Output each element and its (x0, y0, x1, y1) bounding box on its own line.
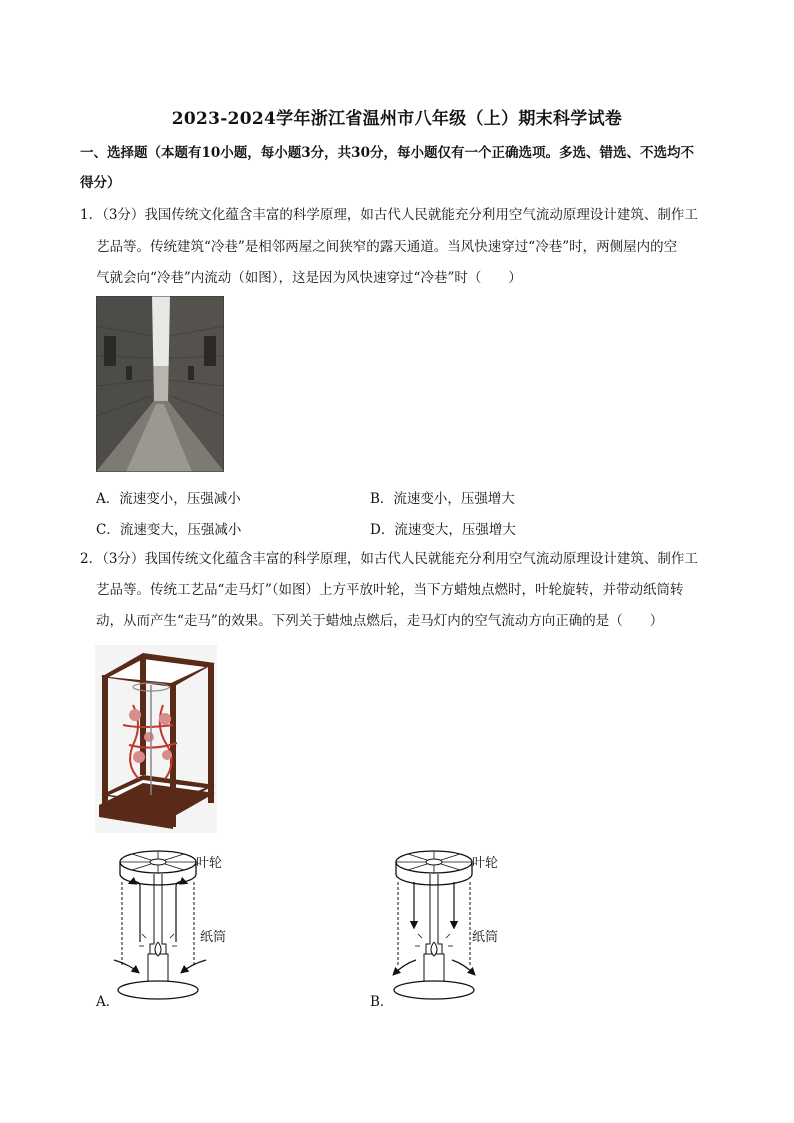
q2-text-line1: 2．（3分）我国传统文化蕴含丰富的科学原理，如古代人民就能充分利用空气流动原理设计建筑、制作工 (80, 551, 698, 567)
diagram-a-label-impeller: 叶轮 (196, 856, 223, 871)
q2-text-line2: 艺品等。传统工艺品“走马灯”（如图）上方平放叶轮，当下方蜡烛点燃时，叶轮旋转，并带动纸筒转 (96, 582, 684, 598)
lantern-photo (93, 645, 217, 833)
diagram-b-label-paper-tube: 纸筒 (472, 930, 499, 945)
q2-option-b: B． (370, 994, 394, 1010)
cold-alley-photo (96, 296, 224, 472)
diagram-a-label-paper-tube: 纸筒 (200, 930, 227, 945)
page-title: 2023-2024学年浙江省温州市八年级（上）期末科学试卷 (171, 109, 623, 129)
q1-option-b: B．流速变小，压强增大 (370, 491, 515, 507)
q1-option-d: D．流速变大，压强增大 (370, 522, 516, 538)
section-heading-line1: 一、选择题（本题有10小题，每小题3分，共30分，每小题仅有一个正确选项。多选、错选、不选均不 (80, 145, 694, 161)
q2-text-line3: 动，从而产生“走马”的效果。下列关于蜡烛点燃后，走马灯内的空气流动方向正确的是（ ） (96, 613, 664, 629)
q1-text-line2: 艺品等。传统建筑“冷巷”是相邻两屋之间狭窄的露天通道。当风快速穿过“冷巷”时，两侧屋内的空 (96, 239, 678, 255)
diagram-b-label-impeller: 叶轮 (472, 856, 499, 871)
q1-text-line1: 1．（3分）我国传统文化蕴含丰富的科学原理，如古代人民就能充分利用空气流动原理设计建筑、制作工 (80, 207, 698, 223)
q1-option-c: C．流速变大，压强减小 (96, 522, 242, 538)
q1-option-a: A．流速变小，压强减小 (96, 491, 241, 507)
q1-text-line3: 气就会向“冷巷”内流动（如图），这是因为风快速穿过“冷巷”时（ ） (96, 270, 522, 286)
q2-option-a: A． (96, 994, 120, 1010)
section-heading-line2: 得分） (80, 175, 121, 191)
